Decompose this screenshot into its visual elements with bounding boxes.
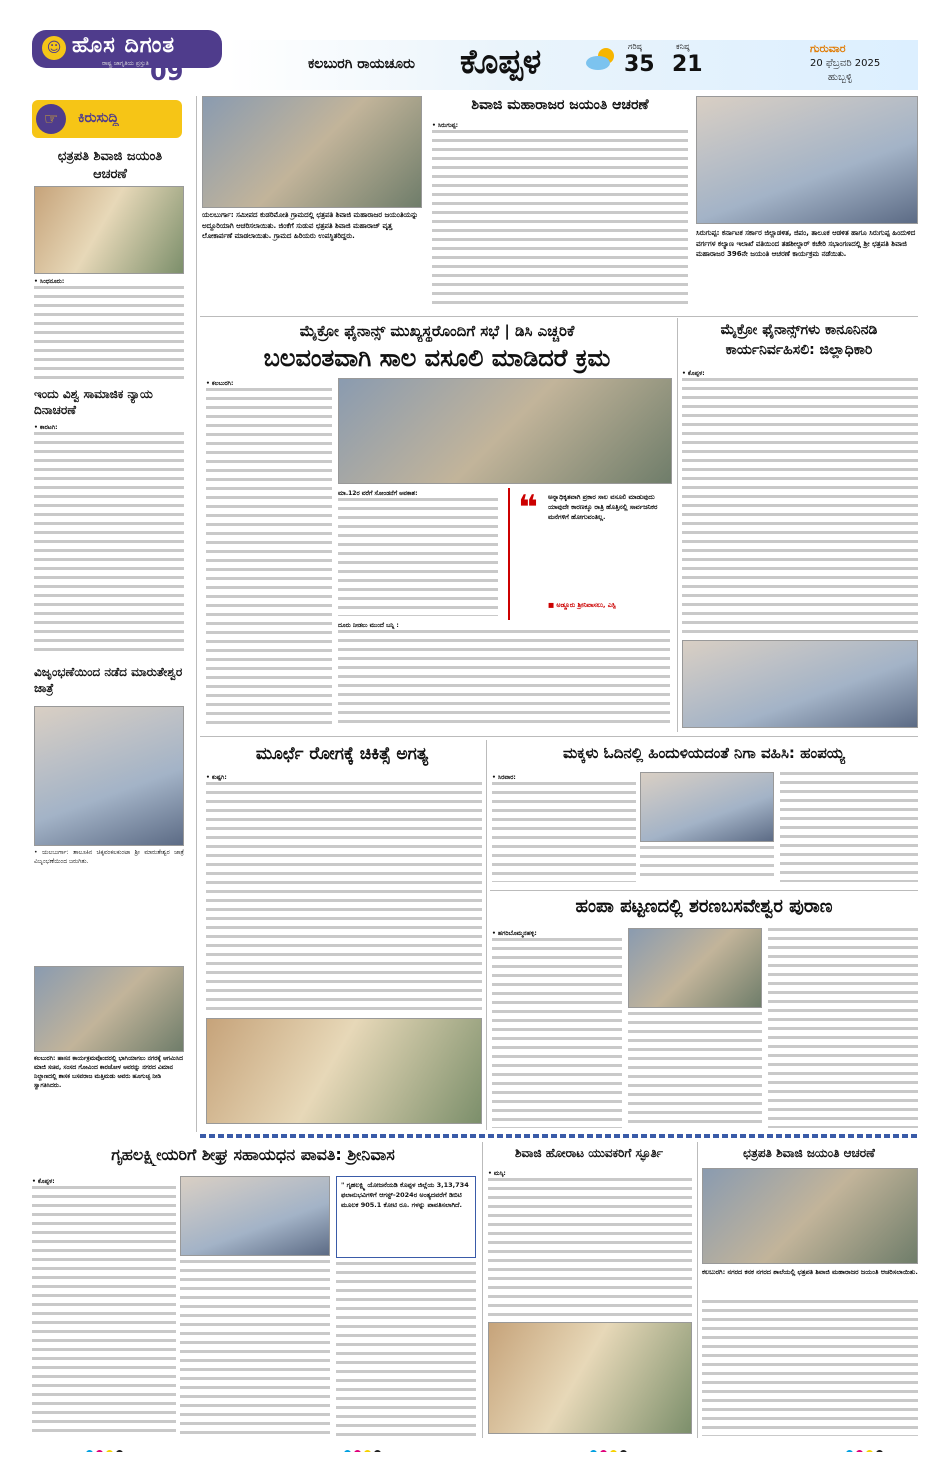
- kirusuddi-headline-3: ವಿಜೃಂಭಣೆಯಿಂದ ನಡೆದ ಮಾರುತೇಶ್ವರ ಜಾತ್ರೆ: [34, 665, 183, 695]
- gruhalakshmi-body-1: [32, 1186, 176, 1436]
- print-registration-dots-center: [344, 1442, 404, 1452]
- health-awareness-photo: [206, 1018, 482, 1124]
- epilepsy-headline: ಮೂರ್ಛೆ ರೋಗಕ್ಕೆ ಚಿಕಿತ್ಸೆ ಅಗತ್ಯ: [255, 744, 429, 764]
- gruhalakshmi-body-3: [336, 1262, 476, 1436]
- sp-quote-text: ಅನ್ನಾಧಿಕೃತವಾಗಿ ಪ್ರಕಾರ ಸಾಲ ವಸೂಲಿ ಮಾಡುವುದು ಯಾವುದೇ ಕಾರಣಕ್ಕೂ ರಾತ್ರಿ ಹೊತ್ತಿನಲ್ಲಿ ಸಾರ್ವಜನಿಕರ ಮನೆಗಳಿಗೆ ಹೋಗುವಂತಿಲ್ಲ.: [548, 493, 658, 521]
- dc-microfinance-body: [682, 378, 918, 634]
- district-name: ಕೊಪ್ಪಳ: [460, 42, 542, 82]
- column-divider: [697, 1142, 698, 1438]
- kirusuddi-label: ಕಿರುಸುದ್ದಿ: [78, 110, 119, 126]
- logo-icon: ☺: [42, 36, 66, 60]
- microfinance-body-2: [338, 498, 498, 616]
- shivaji-statue-photo: [34, 186, 184, 274]
- column-divider: [482, 1142, 483, 1438]
- dc-microfinance-headline: ಮೈಕ್ರೋ ಫೈನಾನ್ಸ್‌ಗಳು ಕಾನೂನಿನಡಿ ಕಾರ್ಯನಿರ್ವಹಿಸಲಿ: ಜಿಲ್ಲಾಧಿಕಾರಿ: [720, 322, 878, 358]
- purana-body-3: [768, 928, 918, 1128]
- kirusuddi-banner: [32, 100, 182, 138]
- kirusuddi-lead-2: • ಕಾರಟಗಿ:: [34, 424, 58, 431]
- weekday: ಗುರುವಾರ: [810, 42, 846, 55]
- column-divider: [677, 318, 678, 732]
- purana-headline: ಹಂಪಾ ಪಟ್ಟಣದಲ್ಲಿ ಶರಣಬಸವೇಶ್ವರ ಪುರಾಣ: [575, 896, 833, 917]
- purana-lead: • ಹಗರಿಬೊಮ್ಮನಹಳ್ಳಿ:: [492, 930, 537, 937]
- microfinance-kicker: ಮೈಕ್ರೋ ಫೈನಾನ್ಸ್ ಮುಖ್ಯಸ್ಥರೊಂದಿಗೆ ಸಭೆ | ಡಿಸಿ ಎಚ್ಚರಿಕೆ: [299, 322, 575, 340]
- kirusuddi-body-1: [34, 286, 184, 382]
- top-left-caption: ಯಲಬುರ್ಗಾ: ಸಮೀಪದ ಕುಡರಿಮೋತಿ ಗ್ರಾಮದಲ್ಲಿ ಛತ್ರಪತಿ ಶಿವಾಜಿ ಮಹಾರಾಜರ ಜಯಂತಿಯನ್ನು ಅದ್ದೂರಿಯಾಗಿ ಆಚರಿಸಲಾಯಿತು. ಜಿಂಕೆಗೆ ಸುಡುವ ಛತ್ರಪತಿ ಶಿವಾಜಿ ಮಹಾರಾಜ್ ವೃತ್ತ ಲೋಕಾರ್ಪಣೆ ಮಾಡಲಾಯಿತು. ಗ್ರಾಮದ ಹಿರಿಯರು ಉಪಸ್ಥಿತರಿದ್ದರು.: [202, 211, 419, 240]
- kirusuddi-bottom-caption: ಕಲಬುರಗಿ: ಹಾಸನ ಕಾರ್ಯಕ್ರಮವೊಂದರಲ್ಲಿ ಭಾಗಿಯಾಗಲು ನಗರಕ್ಕೆ ಆಗಮಿಸಿದ ಮಾಜಿ ಸಚಿವ, ಸಂಸದ ಗೋವಿಂದ ಕಾರಜೋಳ ಅವರನ್ನು ನಗರದ ವಿಮಾನ ನಿಲ್ದಾಣದಲ್ಲಿ ಶಾಸಕ ಬಸವರಾಜ ಮತ್ತಿಮಡು ಅವರು ಹೂಗುಚ್ಛ ನೀಡಿ ಸ್ವಾಗತಿಸಿದರು.: [34, 1055, 183, 1089]
- shivaji-inspiration-body: [488, 1178, 692, 1318]
- region-names: ಕಲಬುರಗಿ ರಾಯಚೂರು: [308, 56, 415, 72]
- microfinance-body-3: [338, 630, 670, 724]
- education-body-1: [492, 782, 636, 882]
- purana-body-1: [492, 938, 622, 1128]
- microfinance-headline: ಬಲವಂತವಾಗಿ ಸಾಲ ವಸೂಲಿ ಮಾಡಿದರೆ ಕ್ರಮ: [263, 344, 611, 372]
- quote-mark-icon: ❝: [518, 488, 538, 528]
- microfinance-meeting-photo: [338, 378, 672, 484]
- gruhalakshmi-highlight-text: " ಗೃಹಲಕ್ಷ್ಮಿ ಯೋಜನೆಯಡಿ ಕೊಪ್ಪಳ ಜಿಲ್ಲೆಯ 3,13,734 ಫಲಾನುಭವಿಗಳಿಗೆ ಆಗಸ್ಟ್-2024ರ ಅಂತ್ಯದವರೆಗೆ ಡಿಬಿಟಿ ಮೂಲಕ 905.1 ಕೋಟಿ ರೂ. ಗಳನ್ನು ಪಾವತಿಸಲಾಗಿದೆ.: [341, 1181, 469, 1209]
- education-lead: • ಸಿರವಾರ:: [492, 774, 516, 781]
- section-divider: [200, 316, 918, 317]
- education-meeting-photo: [640, 772, 774, 842]
- shivaji-inspiration-headline: ಶಿವಾಜಿ ಹೋರಾಟ ಯುವಕರಿಗೆ ಸ್ಫೂರ್ತಿ: [514, 1146, 664, 1160]
- kirusuddi-caption-3: • ಯಲಬುರ್ಗಾ: ತಾಲೂಕಿನ ಚಿಕ್ಕವಂಕಲಕುಂಟಾ ಶ್ರೀ ಮಾರುತೇಶ್ವರ ಜಾತ್ರೆ ವಿಜೃಂಭಣೆಯಿಂದ ಜರುಗಿತು.: [34, 849, 184, 865]
- section-divider: [200, 736, 918, 737]
- masthead-logo: [32, 30, 222, 68]
- logo-tagline: ರಾಷ್ಟ್ರ ಜಾಗೃತಿಯ ಪ್ರಸ್ತುತಿ: [102, 60, 149, 67]
- kirusuddi-headline-2: ಇಂದು ವಿಶ್ವ ಸಾಮಾಜಿಕ ನ್ಯಾಯ ದಿನಾಚರಣೆ: [34, 387, 153, 417]
- microfinance-sub-1: ಮಾ.12ರ ವರೆಗೆ ಸೋಂಡನೆಗೆ ಅವಕಾಶ:: [338, 490, 418, 497]
- cloud-sun-icon: [584, 46, 618, 72]
- gruhalakshmi-meeting-photo: [180, 1176, 330, 1256]
- masthead-band: [228, 40, 918, 90]
- epilepsy-lead: • ಕುಷ್ಟಗಿ:: [206, 774, 227, 781]
- max-temp: 35: [624, 52, 655, 77]
- dc-microfinance-lead: • ಕೊಪ್ಪಳ:: [682, 370, 705, 377]
- education-body-3: [780, 772, 918, 882]
- sp-quote-box: [508, 488, 672, 620]
- purana-event-photo: [628, 928, 762, 1008]
- airport-welcome-photo: [34, 966, 184, 1052]
- temple-fair-photo: [34, 706, 184, 846]
- logo-title: ಹೊಸ ದಿಗಂತ: [72, 33, 176, 58]
- sirugappa-caption: ಸಿರುಗುಪ್ಪ: ಕರ್ನಾಟಕ ಸರ್ಕಾರ ಜಿಲ್ಲಾಡಳಿತ, ಜಿಪಂ, ತಾಲೂಕ ಆಡಳಿತ ಹಾಗೂ ಸಿರುಗುಪ್ಪ ಹಿಂದುಳಿದ ವರ್ಗಗಳ ಕಲ್ಯಾಣ ಇಲಾಖೆ ವತಿಯಿಂದ ತಹಶೀಲ್ದಾರ್ ಕಚೇರಿ ಸಭಾಂಗಣದಲ್ಲಿ ಶ್ರೀ ಛತ್ರಪತಿ ಶಿವಾಜಿ ಮಹಾರಾಜರ 396ನೇ ಜಯಂತಿ ಆಚರಣೆ ಕಾರ್ಯಕ್ರಮ ನಡೆಯಿತು.: [696, 229, 916, 258]
- shivaji-inspiration-lead: • ಮಸ್ಕಿ:: [488, 1170, 506, 1177]
- gruhalakshmi-body-2: [180, 1260, 330, 1436]
- page-number: 09: [150, 58, 184, 86]
- max-temp-label: ಗರಿಷ್ಠ: [628, 42, 642, 51]
- sirugappa-event-photo: [696, 96, 918, 224]
- city: ಹುಬ್ಬಳ್ಳಿ: [828, 72, 853, 83]
- kudarimoti-event-photo: [202, 96, 422, 208]
- column-divider: [196, 96, 197, 1132]
- section-rule: [200, 1134, 918, 1138]
- print-registration-dots-left: [86, 1442, 146, 1452]
- min-temp-label: ಕನಿಷ್ಠ: [676, 42, 690, 51]
- microfinance-sub-2: ದೂರು ನೀಡಲು ಮುಂದೆ ಬನ್ನಿ :: [338, 622, 399, 629]
- kirusuddi-body-2: [34, 432, 184, 652]
- pointing-hand-icon: ☞: [36, 104, 66, 134]
- print-registration-dots-mid: [590, 1442, 650, 1452]
- gruhalakshmi-highlight-box: [336, 1176, 476, 1258]
- kalaburagi-jayanti-caption: ಕಲಬುರಗಿ: ನಗರದ ಕನಕ ನಗರದ ಶಾಲೆಯಲ್ಲಿ ಛತ್ರಪತಿ ಶಿವಾಜಿ ಮಹಾರಾಜರ ಜಯಂತಿ ಆಚರಿಸಲಾಯಿತು.: [702, 1268, 918, 1276]
- sp-quote-author: ■ ಅಡ್ಡೂರು ಶ್ರೀನಿವಾಸಲು, ಎಸ್ಪಿ: [548, 601, 616, 609]
- purana-body-2: [628, 1012, 762, 1128]
- education-headline: ಮಕ್ಕಳು ಓದಿನಲ್ಲಿ ಹಿಂದುಳಿಯದಂತೆ ನಿಗಾ ವಹಿಸಿ: ಹಂಪಯ್ಯ: [563, 744, 845, 762]
- gruhalakshmi-headline: ಗೃಹಲಕ್ಷ್ಮೀಯರಿಗೆ ಶೀಘ್ರ ಸಹಾಯಧನ ಪಾವತಿ: ಶ್ರೀನಿವಾಸ: [111, 1145, 395, 1164]
- shivaji-jayanti-headline: ಶಿವಾಜಿ ಮಹಾರಾಜರ ಜಯಂತಿ ಆಚರಣೆ: [471, 97, 649, 113]
- dc-meeting-photo: [682, 640, 918, 728]
- shivaji-jayanti-body: [432, 130, 688, 310]
- section-divider: [490, 890, 918, 891]
- kalaburagi-jayanti-body: [702, 1300, 918, 1436]
- date: 20 ಫೆಬ್ರವರಿ 2025: [810, 58, 881, 69]
- microfinance-body-1: [206, 388, 332, 724]
- school-jayanti-photo: [702, 1168, 918, 1264]
- gruhalakshmi-lead: • ಕೊಪ್ಪಳ:: [32, 1178, 55, 1185]
- column-divider: [486, 740, 487, 1130]
- kirusuddi-column: [28, 96, 193, 1136]
- min-temp: 21: [672, 52, 703, 77]
- kirusuddi-headline-1: ಛತ್ರಪತಿ ಶಿವಾಜಿ ಜಯಂತಿ ಆಚರಣೆ: [57, 149, 163, 182]
- kalaburagi-jayanti-headline: ಛತ್ರಪತಿ ಶಿವಾಜಿ ಜಯಂತಿ ಆಚರಣೆ: [743, 1146, 875, 1160]
- maski-event-photo: [488, 1322, 692, 1434]
- education-body-2: [640, 846, 774, 882]
- shivaji-jayanti-lead: • ಸಿರುಗುಪ್ಪ:: [432, 122, 459, 129]
- kirusuddi-lead-1: • ಸಿಂಧನೂರು:: [34, 278, 65, 285]
- microfinance-lead: • ಕಲಬುರಗಿ:: [206, 380, 234, 387]
- print-registration-dots-right: [846, 1442, 906, 1452]
- epilepsy-body: [206, 782, 482, 1012]
